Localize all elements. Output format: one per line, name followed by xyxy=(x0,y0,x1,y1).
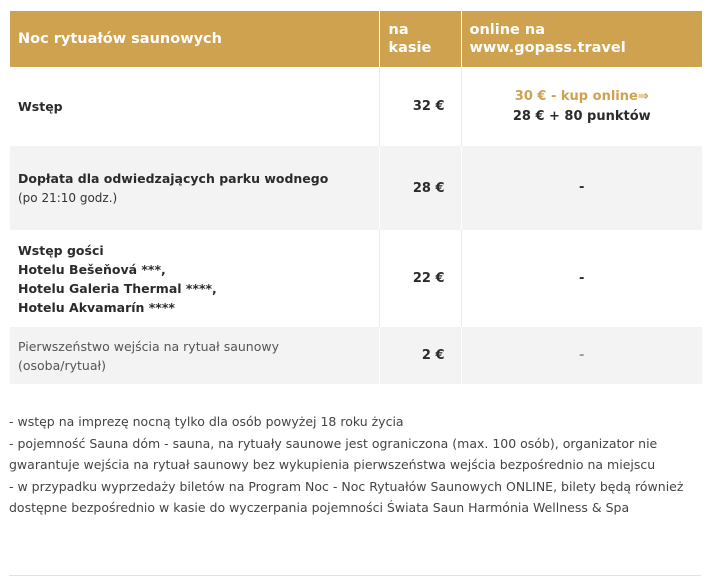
row-kasa-price: 28 € xyxy=(379,146,461,230)
notes-section xyxy=(9,411,701,519)
row-label-main: Dopłata dla odwiedzających parku wodnego xyxy=(18,170,329,186)
online-points-price: 28 € + 80 punktów xyxy=(512,108,651,124)
row-label xyxy=(10,230,379,327)
row-label xyxy=(10,146,379,230)
row-label: Wstęp xyxy=(18,99,63,114)
buy-online-link[interactable]: 30 € - kup online⇒ xyxy=(514,88,649,104)
row-label-line: Hotelu Galeria Thermal ****, xyxy=(18,280,217,296)
price-table xyxy=(10,11,702,384)
header-online-line2: www.gopass.travel xyxy=(469,40,626,56)
row-label-note: (po 21:10 godz.) xyxy=(18,190,118,205)
row-kasa-price: 22 € xyxy=(379,230,461,327)
row-online-price xyxy=(461,67,702,146)
note-item: - pojemność Sauna dóm - sauna, na rytuały saunowe jest ograniczona (max. 100 osób), organizator nie gwarantuje wejścia na rytuał saunowy bez wykupienia pierwszeństwa wejścia bezpośrednio na miejscu xyxy=(9,435,658,472)
row-label-line: Hotelu Akvamarín **** xyxy=(18,299,175,315)
divider xyxy=(9,575,701,576)
row-label-line: (osoba/rytuał) xyxy=(18,357,106,373)
note-item: - wstęp na imprezę nocną tylko dla osób powyżej 18 roku życia xyxy=(9,414,404,429)
table-row xyxy=(10,230,702,327)
row-label-line: Wstęp gości xyxy=(18,242,104,258)
row-label xyxy=(10,327,379,384)
row-kasa-price: 2 € xyxy=(379,327,461,384)
table-row xyxy=(10,327,702,384)
row-label-line: Pierwszeństwo wejścia na rytuał saunowy xyxy=(18,338,279,354)
table-row xyxy=(10,67,702,146)
header-kasa-line2: kasie xyxy=(388,40,432,56)
row-online-price: - xyxy=(461,327,702,384)
table-header-row xyxy=(10,11,702,67)
row-label-line: Hotelu Bešeňová ***, xyxy=(18,261,166,277)
note-item: - w przypadku wyprzedaży biletów na Program Noc - Noc Rytuałów Saunowych ONLINE, bilety będą również dostępne bezpośrednio w kasie do wyczerpania pojemności Świata Saun Harmónia Wellness & Spa xyxy=(9,478,684,515)
header-kasa-line1: na xyxy=(388,22,409,38)
row-online-price: - xyxy=(461,230,702,327)
header-online xyxy=(461,11,702,67)
table-row xyxy=(10,146,702,230)
header-online-line1: online na xyxy=(469,22,546,38)
header-kasa xyxy=(379,11,461,67)
header-event: Noc rytuałów saunowych xyxy=(18,31,222,47)
row-kasa-price: 32 € xyxy=(379,67,461,146)
row-online-price: - xyxy=(461,146,702,230)
